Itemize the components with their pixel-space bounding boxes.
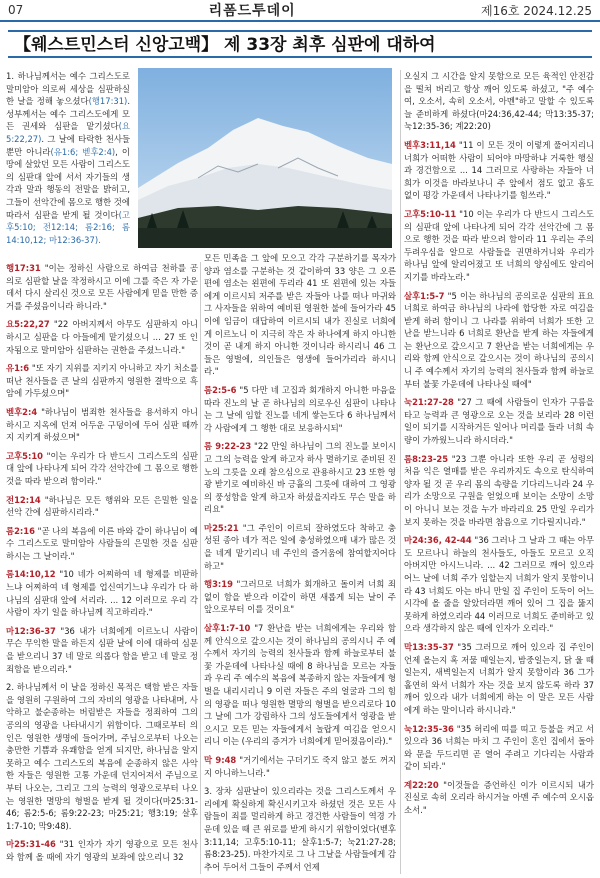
verse-reference: 막13:35-37 xyxy=(404,641,454,652)
verse-text: "곧 나의 복음에 이른 바와 같이 하나님이 예수 그리스도로 말미암아 사람들의 은밀한 것을 심판하시는 그 날이라." xyxy=(6,525,198,561)
verse-paragraph xyxy=(404,290,594,391)
verse-text: 오실지 그 시간을 알지 못함으로 모든 육적인 안전감을 떨쳐 버리고 항상 깨어 있도록 하셨고, "주 예수여, 오소서, 속히 오소서, 아멘"하고 말할 수 있도록 늘 준비하게 하셨다(마24:36,42-44; 막13:35-37; 눅12:35-36; 계22:20) xyxy=(404,71,594,132)
verse-text: "36 내가 너희에게 이르노니 사람이 무슨 무익한 말을 하든지 심판 날에 이에 대하여 심문을 받으리니 37 네 말로 의롭다 함을 받고 네 말로 정죄함을 받으리라." xyxy=(6,625,198,674)
verse-reference: 요5:22,27 xyxy=(6,319,50,330)
verse-paragraph xyxy=(6,838,198,863)
verse-reference: 마25:21 xyxy=(204,522,239,533)
verse-text: 2. 하나님께서 이 날을 정하신 목적은 택함 받은 자들을 영원히 구원하여 그의 자비의 영광을 나타내며, 사악하고 불순종하는 버림받은 자들을 정죄하여 그의 공의의 영광을 나타내시기 위함이다. 그때로부터 의인은 영원한 생명에 들어가며, 주님으로부터 나오는 충만한 기쁨과 유쾌함을 얻게 되지만, 하나님을 알지 못하고 예수 그리스도의 복음에 순종하지 않은 사악한 자들은 영원한 고통 가운데 던지어져서 주님으로부터 나오는, 그리고 그의 능력의 영광으로부터 나오는 영원한 멸망의 형벌을 받게 될 것이다(마25:31-46; 롬2:5-6; 롬9:22-23; 마25:21; 행3:19; 살후1:7-10; 막9:48). xyxy=(6,682,198,831)
verse-paragraph xyxy=(204,522,396,572)
verse-reference: 마24:36, 42-44 xyxy=(404,535,472,546)
column-1 xyxy=(6,262,198,874)
verse-text: "31 인자가 자기 영광으로 모든 천사와 함께 올 때에 자기 영광의 보좌에 앉으리니 32 xyxy=(6,839,198,862)
verse-reference: 고후5:10 xyxy=(6,450,44,461)
verse-reference: 막 9:48 xyxy=(204,754,237,765)
page-number: 07 xyxy=(8,3,24,17)
verse-reference: 눅21:27-28 xyxy=(404,397,454,408)
verse-paragraph xyxy=(6,681,198,832)
verse-text: "이것들을 증언하신 이가 이르시되 내가 진실로 속히 오리라 하시거늘 아멘 주 예수여 오시옵소서." xyxy=(404,779,594,816)
verse-reference: 롬8:23-25 xyxy=(404,453,449,464)
verse-paragraph xyxy=(6,362,198,400)
newspaper-logo: 리폼드투데이 xyxy=(208,3,296,19)
verse-reference: 유1:6 xyxy=(6,363,30,374)
verse-paragraph xyxy=(204,252,396,378)
verse-paragraph xyxy=(6,625,198,675)
verse-text: "10 이는 우리가 다 반드시 그리스도의 심판대 앞에 나타나게 되어 각각 선악간에 그 몸으로 행한 것을 따라 받으려 함이라 11 우리는 주의 두려우심을 알므로 사람들을 권면하거니와 우리가 하나님 앞에 알리어졌고 또 너희의 양심에도 알리어지기를 바라노라." xyxy=(404,208,594,282)
verse-reference: 고후5:10-11 xyxy=(404,208,457,219)
verse-text: "35 그러므로 깨어 있으라 집 주인이 언제 올는지 혹 저물 때일는지, 밤중일는지, 닭 울 때일는지, 새벽일는지 너희가 알지 못함이라 36 그가 홀연히 와서 너희가 자는 것을 보지 않도록 하라 37 깨어 있으라 내가 너희에게 하는 이 말은 모든 사람에게 하는 말이니라 하시니라." xyxy=(404,641,594,715)
column-1-top xyxy=(6,70,130,260)
verse-reference: 마25:31-46 xyxy=(6,839,56,850)
column-divider xyxy=(400,70,401,874)
verse-paragraph xyxy=(404,534,594,635)
verse-reference: 롬2:5-6 xyxy=(204,384,237,395)
paragraph-1 xyxy=(6,70,130,246)
verse-reference: 행17:31 xyxy=(6,263,41,273)
column-divider xyxy=(200,262,201,874)
verse-reference: 살후1:7-10 xyxy=(204,623,251,634)
masthead xyxy=(0,0,600,22)
verse-paragraph xyxy=(204,622,396,748)
verse-paragraph xyxy=(404,396,594,446)
verse-paragraph xyxy=(6,406,198,444)
verse-reference: 롬14:10,12 xyxy=(6,569,56,580)
verse-paragraph xyxy=(404,723,594,773)
verse-text: "22 만일 하나님이 그의 진노를 보이시고 그의 능력을 알게 하고자 하사 멸하기로 준비된 진노의 그릇을 오래 참으심으로 관용하시고 23 또한 영광 받기로 예비하신 바 긍휼의 그릇에 대하여 그 영광의 풍성함을 알게 하고자 하셨을지라도 무슨 말을 하리요" xyxy=(204,441,396,515)
scripture-reference: (행17:31) xyxy=(88,96,128,107)
verse-text: 3. 장차 심판날이 있으리라는 것을 그리스도께서 우리에게 확실하게 확신시키고자 하셨던 것은 모든 사람들이 죄를 멀리하게 하고 경건한 사람들이 역경 가운데 있을 때 큰 위로를 받게 하시기 위함이었다(벧후3:11,14; 고후5:10-11; 살후1:5-7; 눅21:27-28; 롬8:23-25). 마찬가지로 그 나 그날을 사람들에게 감추어 두어서 그들이 주께서 언제 xyxy=(204,786,396,872)
verse-text: "이는 정하신 사람으로 하여금 천하를 공의로 심판할 날을 작정하시고 이에 그를 죽은 자 가운데서 다시 살리신 것으로 모든 사람에게 믿을 만한 증거를 주셨음이니라 하니라." xyxy=(6,263,198,311)
verse-paragraph xyxy=(6,450,198,488)
verse-reference: 롬2:16 xyxy=(6,525,35,536)
column-3 xyxy=(404,70,594,874)
verse-reference: 마12:36-37 xyxy=(6,625,56,636)
verse-paragraph xyxy=(6,525,198,563)
verse-text: "5 다만 네 고집과 회개하지 아니한 마음을 따라 진노의 날 곧 하나님의 의로우신 심판이 나타나는 그 날에 임할 진노를 네게 쌓는도다 6 하나님께서 각 사람에게 그 행한 대로 보응하시되" xyxy=(204,384,396,433)
verse-reference: 벧후2:4 xyxy=(6,406,38,417)
article-title: 【웨스트민스터 신앙고백】 제 33장 최후 심판에 대하여 xyxy=(8,30,592,58)
verse-text: "35 허리에 띠를 띠고 등불을 켜고 서 있으라 36 너희는 마치 그 주인이 혼인 집에서 돌아와 문을 두드리면 곧 열어 주려고 기다리는 사람과 같이 되라." xyxy=(404,723,594,772)
verse-text: "22 아버지께서 아무도 심판하지 아니하시고 심판을 다 아들에게 맡기셨으니 ... 27 또 인자됨으로 말미암아 심판하는 권한을 주셨느니라." xyxy=(6,319,198,355)
verse-reference: 전12:14 xyxy=(6,494,41,505)
verse-paragraph xyxy=(204,440,396,516)
verse-reference: 롬 9:22-23 xyxy=(204,441,252,452)
verse-reference: 눅12:35-36 xyxy=(404,723,454,734)
scripture-reference: (유1:6; 벧후2:4) xyxy=(50,146,116,157)
verse-reference: 계22:20 xyxy=(404,779,439,790)
verse-reference: 행3:19 xyxy=(204,579,233,590)
verse-text: "5 이는 하나님의 공의로운 심판의 표요 너희로 하여금 하나님의 나라에 합당한 자로 여김을 받게 하려 함이니 그 나라를 위하여 너희가 또한 고난을 받느니라 6 너희로 환난을 받게 하는 자들에게는 환난으로 갚으시고 7 환난을 받는 너희에게는 우리와 함께 안식으로 갚으시는 것이 하나님의 공의시니 주 예수께서 자기의 능력의 천사들과 함께 하늘로부터 불꽃 가운데에 나타나실 때에" xyxy=(404,290,594,389)
verse-text: 모든 민족을 그 앞에 모으고 각각 구분하기를 목자가 양과 염소를 구분하는 것 같이하여 33 양은 그 오른편에 염소는 왼편에 두리라 41 또 왼편에 있는 자들에게 이르시되 저주를 받은 자들아 나를 떠나 마귀와 그 사자들을 위하여 예비된 영원한 불에 들어가라 45 이에 임금이 대답하여 이르시되 내가 진실로 너희에게 이르노니 이 지극히 작은 자 하나에게 하지 아니한 것이 곧 내게 하지 아니한 것이니라 하시리니 46 그들은 영벌에, 의인들은 영생에 들어가리라 하시니라." xyxy=(204,253,396,377)
verse-text: "27 그 때에 사람들이 인자가 구름을 타고 능력과 큰 영광으로 오는 것을 보리라 28 이런 일이 되기를 시작하거든 일어나 머리를 들라 너희 속량이 가까웠느니라 하시더라." xyxy=(404,397,594,446)
verse-paragraph xyxy=(6,262,198,312)
verse-text: "거기에서는 구더기도 죽지 않고 불도 꺼지지 아니하느니라." xyxy=(204,754,396,778)
verse-text: "36 그러나 그 날과 그 때는 아무도 모르나니 하늘의 천사들도, 아들도 모르고 오직 아버지만 아시느니라. ... 42 그러므로 깨어 있으라 어느 날에 너희 주가 임할는지 너희가 알지 못함이니라 43 너희도 아는 바니 만일 집 주인이 도둑이 어느 시각에 올 줄을 알았더라면 깨어 있어 그 집을 뚫지 못하게 하였으리라 44 이러므로 너희도 준비하고 있으라 생각하지 않은 때에 인자가 오리라." xyxy=(404,535,594,634)
verse-paragraph xyxy=(204,785,396,873)
verse-text: "그러므로 너희가 회개하고 돌이켜 너희 죄 없이 함을 받으라 이같이 하면 새롭게 되는 날이 주 앞으로부터 이를 것이요" xyxy=(204,579,396,615)
verse-paragraph xyxy=(404,641,594,717)
verse-text: "하나님은 모든 행위와 모든 은밀한 일을 선악 간에 심판하시리라." xyxy=(6,494,198,518)
verse-paragraph xyxy=(404,779,594,817)
paragraph-text: . 성부께서는 예수 그리스도에게 모든 권세와 심판을 맡기셨다 xyxy=(6,96,130,132)
mountain-photo xyxy=(138,68,392,248)
verse-text: "11 이 모든 것이 이렇게 풀어지리니 너희가 어떠한 사람이 되어야 마땅하냐 거룩한 행실과 경건함으로 ... 14 그러므로 사랑하는 자들아 너희가 이것을 바라보나니 주 앞에서 점도 없고 흠도 없이 평강 가운데서 나타나기를 힘쓰라." xyxy=(404,139,594,201)
verse-paragraph xyxy=(404,139,594,202)
verse-paragraph xyxy=(404,208,594,284)
verse-paragraph xyxy=(6,318,198,356)
verse-paragraph xyxy=(404,453,594,529)
column-2 xyxy=(204,252,396,874)
verse-reference: 벧후3:11,14 xyxy=(404,139,456,150)
verse-reference: 살후1:5-7 xyxy=(404,290,445,301)
paragraph-text: 1. 하나님께서는 예수 그리스도로 말미암아 의로써 세상을 심판하실 한 날을 정해 놓으셨다 xyxy=(6,71,130,107)
verse-paragraph xyxy=(204,754,396,779)
verse-paragraph xyxy=(204,578,396,616)
verse-text: "10 네가 어찌하여 네 형제를 비판하느냐 어찌하여 네 형제를 업신여기느냐 우리가 다 하나님의 심판대 앞에 서리라. ... 12 이러므로 우리 각 사람이 자기 일을 하나님께 직고하리라." xyxy=(6,569,198,618)
scripture-reference: (요5:22,27) xyxy=(6,121,130,144)
verse-text: "그 주인이 이르되 잘하였도다 착하고 충성된 종아 네가 적은 일에 충성하였으매 내가 많은 것을 네게 맡기리니 네 주인의 즐거움에 참여할지어다 하고" xyxy=(204,522,396,571)
scripture-reference: (고후5:10; 전12:14; 롬2:16; 롬14:10,12; 마12:36-37). xyxy=(6,209,130,245)
verse-text: "7 환난을 받는 너희에게는 우리와 함께 안식으로 갚으시는 것이 하나님의 공의시니 주 예수께서 자기의 능력의 천사들과 함께 하늘로부터 불꽃 가운데에 나타나실 때에 8 하나님을 모르는 자들과 우리 주 예수의 복음에 복종하지 않는 자들에게 형벌을 내리시리니 9 이런 자들은 주의 얼굴과 그의 힘의 영광을 떠나 영원한 멸망의 형벌을 받으리로다 10 그 날에 그가 강림하사 그의 성도들에게서 영광을 받으시고 모든 믿는 자들에게서 놀랍게 여김을 얻으시리니 이는 (우리의 증거가 너희에게 믿어졌음이라)." xyxy=(204,623,396,747)
issue-date: 제16호 2024.12.25 xyxy=(481,3,592,18)
paragraph-text: , 이 땅에 살았던 모든 사람이 그리스도의 심판대 앞에 서서 자기들의 생각과 말과 행동의 전말을 밝히고, 그들이 선악간에 몸으로 행한 것에 따라서 심판을 받게 될 것이다 xyxy=(6,146,130,220)
verse-text: "또 자기 지위를 지키지 아니하고 자기 처소를 떠난 천사들을 큰 날의 심판까지 영원한 결박으로 흑암에 가두셨으며" xyxy=(6,363,198,399)
verse-text: "하나님이 범죄한 천사들을 용서하지 아니하시고 지옥에 던져 어두운 구덩이에 두어 심판 때까지 지키게 하셨으며" xyxy=(6,406,198,443)
verse-text: "23 그뿐 아니라 또한 우리 곧 성령의 처음 익은 열매를 받은 우리까지도 속으로 탄식하여 양자 될 것 곧 우리 몸의 속량을 기다리느니라 24 우리가 소망으로 구원을 얻었으매 보이는 소망이 소망이 아니니 보는 것을 누가 바라리요 25 만일 우리가 보지 못하는 것을 바라면 참음으로 기다릴지니라." xyxy=(404,453,594,527)
paragraph-text: . 그 날에 타락한 천사들뿐만 아니라 xyxy=(6,133,130,157)
verse-paragraph xyxy=(404,70,594,133)
verse-text: "이는 우리가 다 반드시 그리스도의 심판대 앞에 나타나게 되어 각각 선악간에 그 몸으로 행한 것을 따라 받으려 함이라." xyxy=(6,450,198,486)
verse-paragraph xyxy=(6,568,198,618)
verse-paragraph xyxy=(6,494,198,519)
verse-paragraph xyxy=(204,384,396,434)
